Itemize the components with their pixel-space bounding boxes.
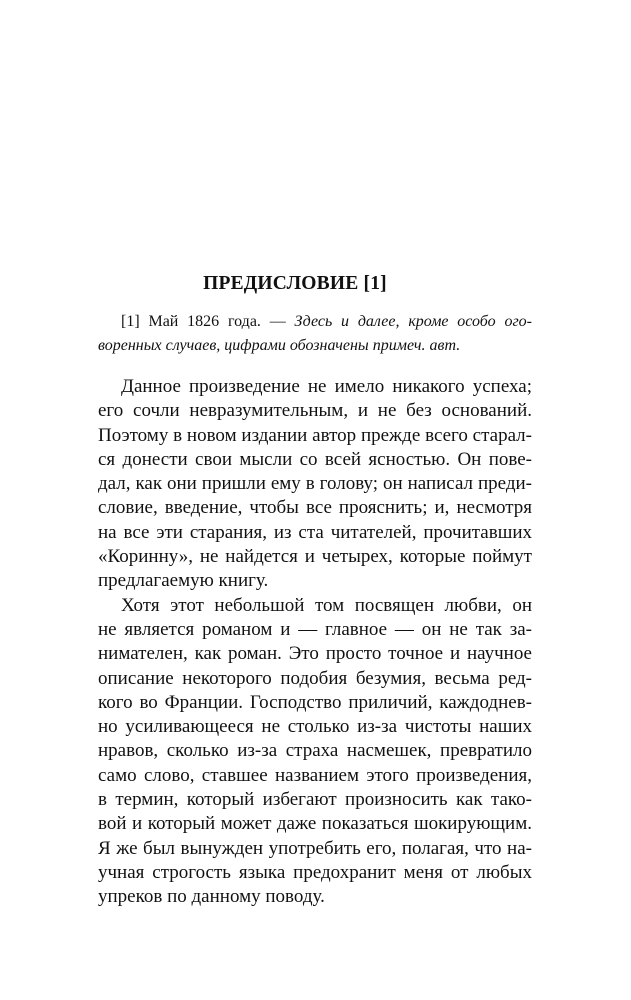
text-line: Поэтому в новом издании автор прежде всего старал- [98, 424, 532, 446]
text-line: на все эти старания, из ста читателей, прочитавших [98, 521, 532, 543]
text-line: «Коринну», не найдется и четырех, которые поймут [98, 546, 532, 568]
paragraph [98, 594, 532, 910]
text-line: Данное произведение не имело никакого успеха; [121, 376, 532, 397]
text-line: само слово, ставшее названием этого произведения, [98, 764, 532, 786]
footnote-line: воренных случаев, цифрами обозначены примеч. авт. [98, 337, 461, 354]
text-line: в термин, который избегают произносить как тако- [98, 789, 532, 811]
footnote-date: Май 1826 года. — [148, 313, 286, 330]
text-line: Я же был вынужден употребить его, полагая, что на- [98, 837, 532, 859]
page-heading: ПРЕДИСЛОВИЕ [1] [203, 273, 387, 294]
text-line: вой и который может даже показаться шокирующим. [98, 813, 532, 835]
text-line: упреков по данному поводу. [98, 886, 325, 908]
text-line: Хотя этот небольшой том посвящен любви, он [121, 594, 532, 616]
footnote-marker: [1] [121, 313, 140, 330]
text-line: описание некоторого подобия безумия, весьма ред- [98, 667, 532, 689]
text-line: дал, как они пришли ему в голову; он написал преди- [98, 473, 532, 495]
paragraph [98, 375, 532, 594]
body-text [98, 375, 532, 910]
footnote-line [98, 310, 532, 334]
text-line: его сочли невразумительным, и не без оснований. [98, 400, 532, 422]
text-line: предлагаемую книгу. [98, 570, 269, 592]
text-line: нравов, сколько из-за страха насмешек, превратило [98, 740, 532, 762]
text-line: не является романом и — главное — он не так за- [98, 618, 532, 640]
text-line: ся донести свои мысли со всей ясностью. Он пове- [98, 448, 532, 470]
text-line: учная строгость языка предохранит меня от любых [98, 861, 532, 883]
footnote-italic: Здесь и далее, кроме особо ого- [294, 313, 533, 330]
text-line: кого во Франции. Господство приличий, каждоднев- [98, 691, 532, 713]
text-line: словие, введение, чтобы все прояснить; и, несмотря [98, 497, 532, 519]
text-line: нимателен, как роман. Это просто точное и научное [98, 643, 532, 665]
footnote [98, 310, 532, 358]
text-line: но усиливающееся не столько из-за чистоты наших [98, 716, 532, 738]
